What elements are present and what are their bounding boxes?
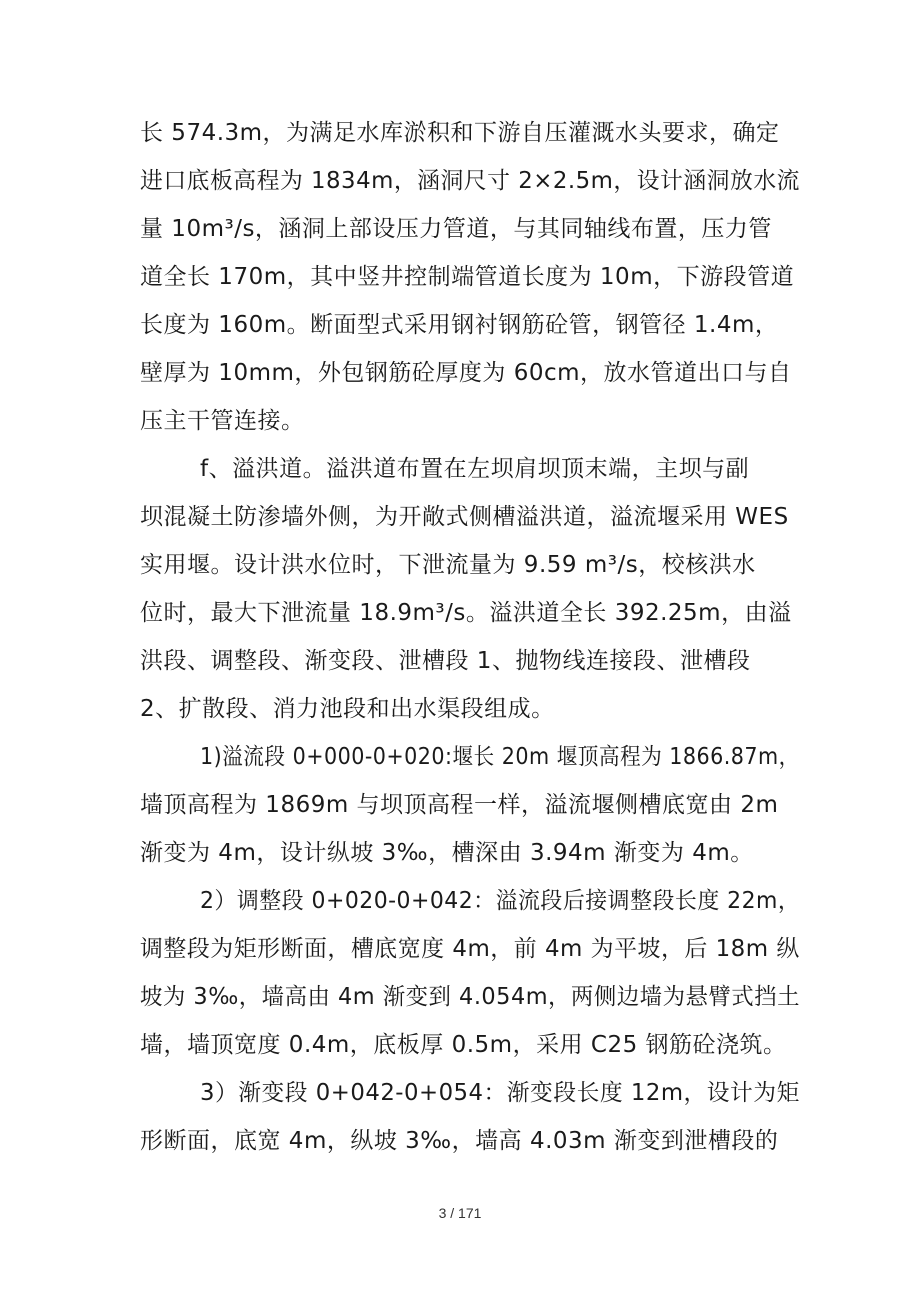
text-line: 坝混凝土防渗墙外侧，为开敞式侧槽溢洪道，溢流堰采用 WES xyxy=(140,504,789,530)
text-line: 2、扩散段、消力池段和出水渠段组成。 xyxy=(140,696,555,722)
text-line: 3）渐变段 0+042-0+054：渐变段长度 12m，设计为矩 xyxy=(200,1080,800,1106)
text-line: 墙，墙顶宽度 0.4m，底板厚 0.5m，采用 C25 钢筋砼浇筑。 xyxy=(140,1032,787,1058)
text-line: 长度为 160m。断面型式采用钢衬钢筋砼管，钢管径 1.4m， xyxy=(140,312,779,338)
text-line: 2）调整段 0+020-0+042：溢流段后接调整段长度 22m， xyxy=(200,888,801,914)
text-line: 长 574.3m，为满足水库淤积和下游自压灌溉水头要求，确定 xyxy=(140,120,780,146)
text-line: 量 10m³/s，涵洞上部设压力管道，与其同轴线布置，压力管 xyxy=(140,216,772,242)
text-line: 壁厚为 10mm，外包钢筋砼厚度为 60cm，放水管道出口与自 xyxy=(140,360,792,386)
text-line: 1)溢流段 0+000-0+020:堰长 20m 堰顶高程为 1866.87m， xyxy=(200,744,800,770)
text-line: 位时，最大下泄流量 18.9m³/s。溢洪道全长 392.25m，由溢 xyxy=(140,600,792,626)
text-line: 墙顶高程为 1869m 与坝顶高程一样，溢流堰侧槽底宽由 2m xyxy=(140,792,779,818)
text-line: 洪段、调整段、渐变段、泄槽段 1、抛物线连接段、泄槽段 xyxy=(140,648,751,674)
text-line: 道全长 170m，其中竖井控制端管道长度为 10m，下游段管道 xyxy=(140,264,795,290)
text-line: 进口底板高程为 1834m，涵洞尺寸 2×2.5m，设计涵洞放水流 xyxy=(140,168,800,194)
text-line: 实用堰。设计洪水位时，下泄流量为 9.59 m³/s，校核洪水 xyxy=(140,552,756,578)
page-number: 3 / 171 xyxy=(438,1205,482,1221)
text-line: 压主干管连接。 xyxy=(140,408,305,434)
text-line: 形断面，底宽 4m，纵坡 3‰，墙高 4.03m 渐变到泄槽段的 xyxy=(140,1128,779,1154)
text-line: 渐变为 4m，设计纵坡 3‰，槽深由 3.94m 渐变为 4m。 xyxy=(140,840,754,866)
text-line: 坡为 3‰，墙高由 4m 渐变到 4.054m，两侧边墙为悬臂式挡土 xyxy=(140,984,801,1010)
text-line: f、溢洪道。溢洪道布置在左坝肩坝顶末端，主坝与副 xyxy=(200,456,750,482)
text-line: 调整段为矩形断面，槽底宽度 4m，前 4m 为平坡，后 18m 纵 xyxy=(140,936,800,962)
